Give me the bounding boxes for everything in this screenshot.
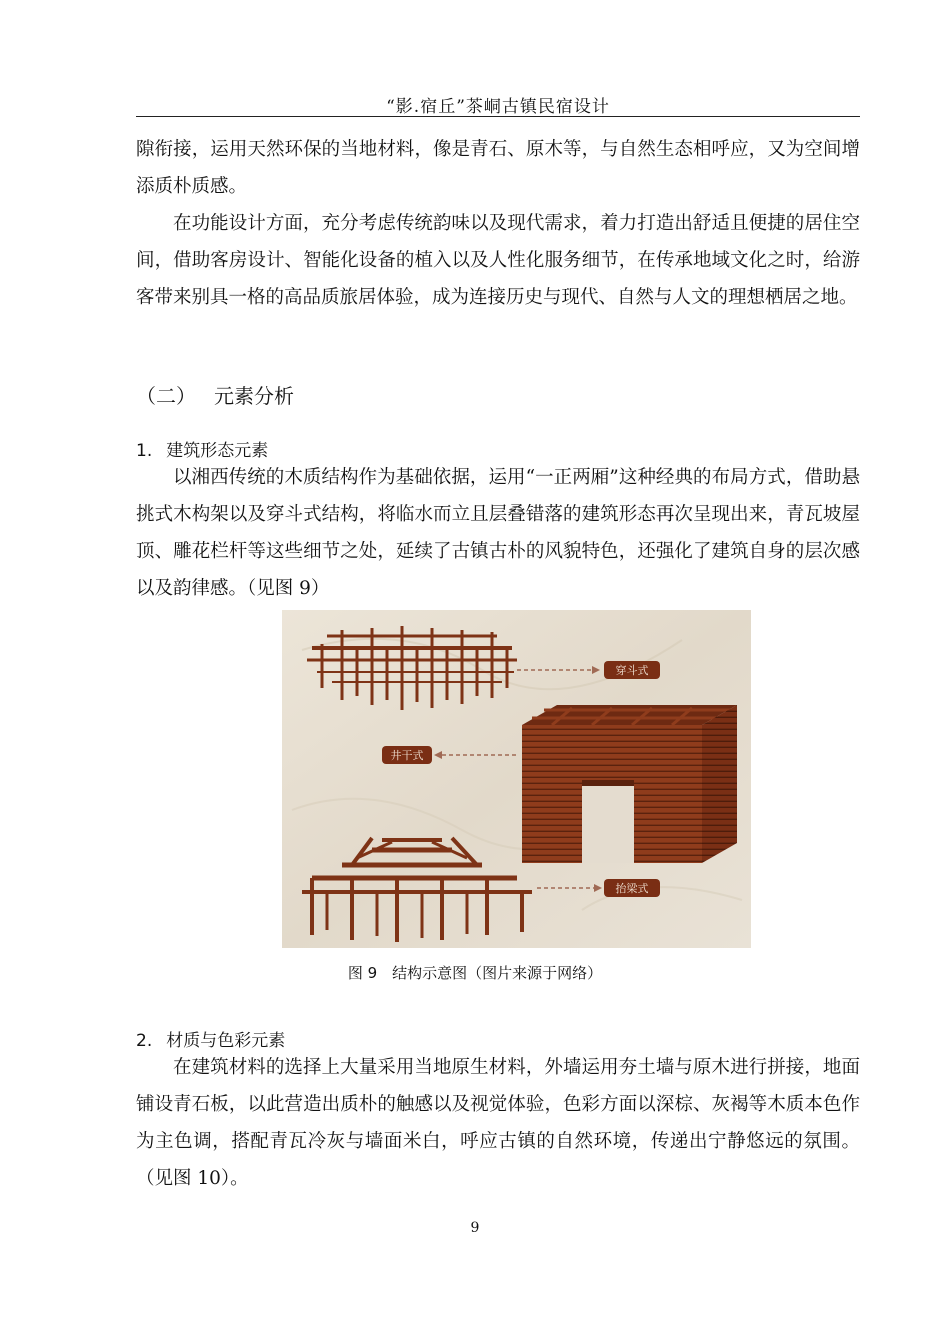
paragraph-materials: 在建筑材料的选择上大量采用当地原生材料，外墙运用夯土墙与原木进行拼接，地面铺设青石板，以此营造出质朴的触感以及视觉体验，色彩方面以深棕、灰褐等木质本色作为主色调，搭配青瓦冷灰与墙面米白，呼应古镇的自然环境，传递出宁静悠远的氛围。（见图 10）。: [136, 1057, 860, 1189]
page-number: 9: [470, 1220, 480, 1236]
paragraph-architecture: 以湘西传统的木质结构作为基础依据，运用“一正两厢”这种经典的布局方式，借助悬挑式木构架以及穿斗式结构，将临水而立且层叠错落的建筑形态再次呈现出来，青瓦坡屋顶、雕花栏杆等这些细节之处，延续了古镇古朴的风貌特色，还强化了建筑自身的层次感以及韵律感。（见图 9）: [136, 467, 860, 599]
structure-figure: [282, 610, 751, 948]
paragraph-continuation: 隙衔接，运用天然环保的当地材料，像是青石、原木等，与自然生态相呼应，又为空间增添质朴质感。: [136, 139, 860, 197]
header-rule: [136, 116, 860, 117]
subsection-number: 2.: [136, 1031, 153, 1051]
subsection-heading-materials: [136, 1026, 285, 1051]
section-heading: [136, 380, 294, 409]
subsection-title: 建筑形态元素: [166, 441, 269, 461]
page-header: “影.宿丘”茶峒古镇民宿设计: [386, 97, 610, 117]
jinggan-block: [522, 705, 737, 863]
paragraph-function-design: 在功能设计方面，充分考虑传统韵味以及现代需求，着力打造出舒适且便捷的居住空间，借助客房设计、智能化设备的植入以及人性化服务细节，在传承地域文化之时，给游客带来别具一格的高品质旅居体验，成为连接历史与现代、自然与人文的理想栖居之地。: [136, 213, 860, 308]
subsection-title: 材质与色彩元素: [166, 1031, 286, 1051]
section-title: 元素分析: [214, 384, 294, 408]
subsection-number: 1.: [136, 441, 153, 461]
section-number: （二）: [136, 384, 196, 408]
structure-illustration: [282, 610, 751, 948]
subsection-heading-architecture: [136, 436, 268, 461]
figure-caption: 图 9 结构示意图（图片来源于网络）: [347, 964, 603, 982]
label-chuandou: 穿斗式: [615, 664, 649, 677]
label-jinggan: 井干式: [390, 749, 424, 762]
label-tailiang: 抬梁式: [615, 882, 649, 895]
